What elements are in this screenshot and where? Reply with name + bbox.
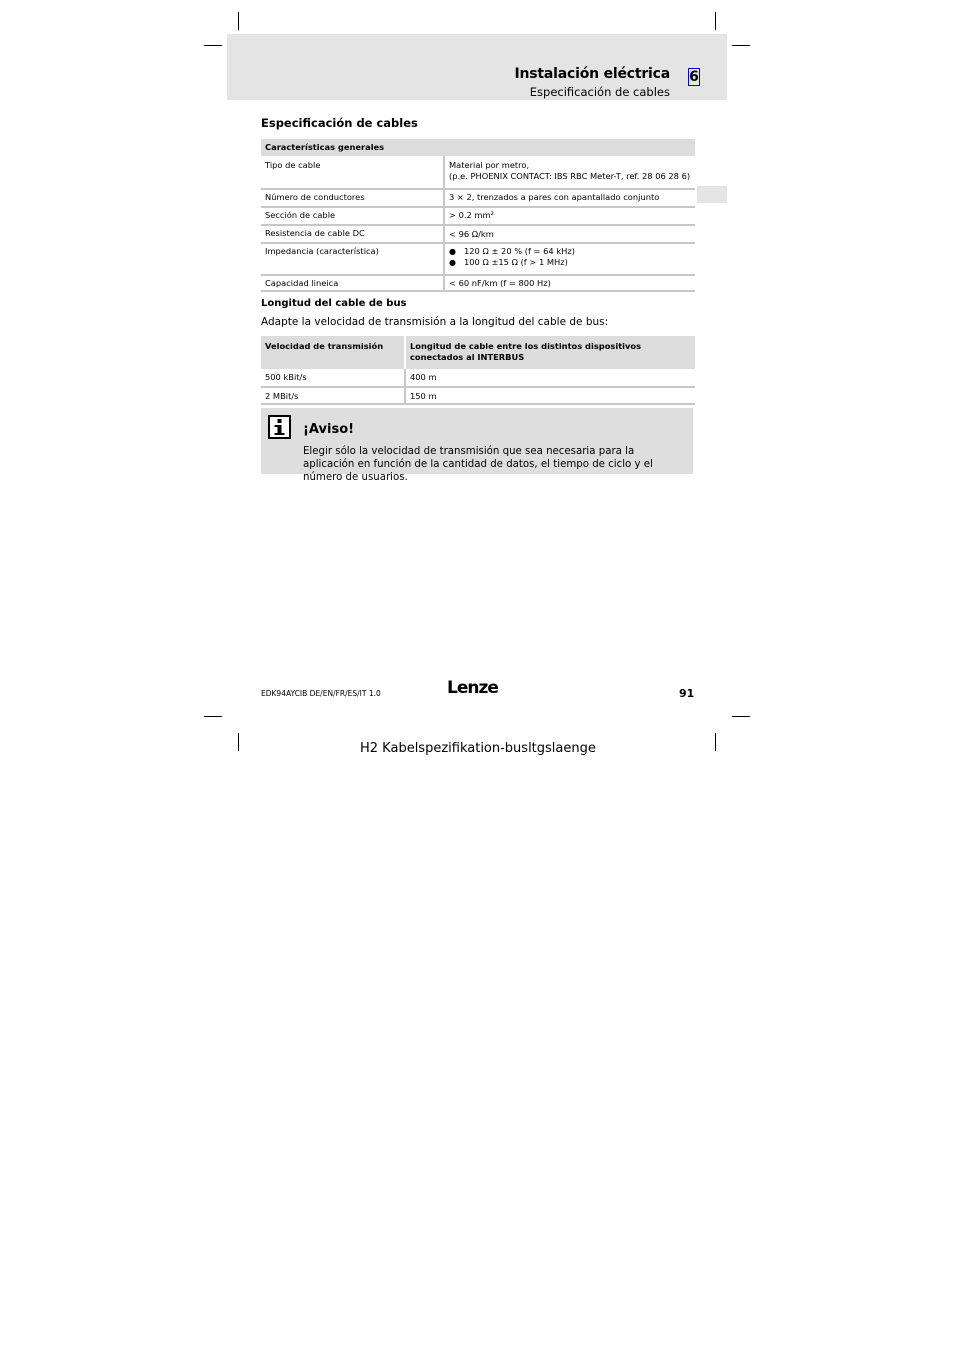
- row-label: Número de conductores: [261, 189, 444, 207]
- page-number: 91: [679, 687, 695, 700]
- crop-mark: [715, 733, 716, 751]
- crop-mark: [238, 12, 239, 30]
- crop-mark: [715, 12, 716, 30]
- crop-mark: [732, 716, 750, 717]
- speed-cell: 2 MBit/s: [261, 387, 405, 404]
- bullet-item: [449, 246, 691, 257]
- value-line: (p.e. PHOENIX CONTACT: IBS RBC Meter-T, ref. 28 06 28 6): [449, 171, 691, 181]
- crop-mark: [204, 716, 222, 717]
- length-cell: 150 m: [405, 387, 695, 404]
- bullet-text: 120 Ω ± 20 % (f = 64 kHz): [464, 246, 575, 256]
- table-header: Características generales: [261, 139, 695, 156]
- table-row: [261, 369, 695, 387]
- chapter-subtitle: Especificación de cables: [529, 85, 670, 99]
- table-row: [261, 225, 695, 243]
- section-heading-bus-length: Longitud del cable de bus: [261, 298, 407, 309]
- info-icon: [268, 415, 291, 439]
- row-label: Tipo de cable: [261, 156, 444, 189]
- bus-length-table: [261, 336, 695, 405]
- bullet-icon: ●: [449, 247, 456, 256]
- section-heading-cable-spec: Especificación de cables: [261, 116, 418, 130]
- row-value: < 60 nF/km (f = 800 Hz): [444, 275, 695, 291]
- side-tab-marker: [697, 186, 727, 203]
- crop-mark: [732, 45, 750, 46]
- bullet-item: [449, 257, 691, 268]
- table-row: [261, 243, 695, 275]
- page-caption: H2 Kabelspezifikation-busltgslaenge: [360, 741, 596, 756]
- footer-document-id: EDK94AYCIB DE/EN/FR/ES/IT 1.0: [261, 689, 381, 698]
- row-value: 3 × 2, trenzados a pares con apantallado conjunto: [444, 189, 695, 207]
- row-value: < 96 Ω/km: [444, 225, 695, 243]
- table-row: [261, 189, 695, 207]
- bullet-text: 100 Ω ±15 Ω (f > 1 MHz): [464, 257, 568, 267]
- row-label: Sección de cable: [261, 207, 444, 225]
- notice-body: Elegir sólo la velocidad de transmisión que sea necesaria para la aplicación en función de la cantidad de datos, el tiempo de ciclo y el número de usuarios.: [303, 446, 653, 483]
- crop-mark: [204, 45, 222, 46]
- row-label: Impedancia (característica): [261, 243, 444, 275]
- speed-cell: 500 kBit/s: [261, 369, 405, 387]
- lenze-logo: Lenze: [447, 678, 498, 698]
- notice-box: [261, 408, 693, 483]
- col-header-speed: Velocidad de transmisión: [261, 336, 405, 369]
- table-row: [261, 275, 695, 291]
- length-cell: 400 m: [405, 369, 695, 387]
- row-value: [444, 243, 695, 275]
- chapter-title: Instalación eléctrica: [514, 66, 670, 82]
- notice-title: ¡Aviso!: [303, 422, 355, 437]
- row-value: [444, 156, 695, 189]
- bullet-icon: ●: [449, 258, 456, 267]
- chapter-number[interactable]: 6: [689, 69, 699, 85]
- row-label: Resistencia de cable DC: [261, 225, 444, 243]
- cable-spec-table: [261, 139, 695, 292]
- value-line: Material por metro,: [449, 160, 530, 170]
- crop-mark: [238, 733, 239, 751]
- table-row: [261, 207, 695, 225]
- table-row: [261, 156, 695, 189]
- row-label: Capacidad lineica: [261, 275, 444, 291]
- table-row: [261, 387, 695, 404]
- row-value: > 0.2 mm²: [444, 207, 695, 225]
- col-header-length: Longitud de cable entre los distintos dispositivos conectados al INTERBUS: [405, 336, 695, 369]
- intro-text: Adapte la velocidad de transmisión a la longitud del cable de bus:: [261, 316, 609, 328]
